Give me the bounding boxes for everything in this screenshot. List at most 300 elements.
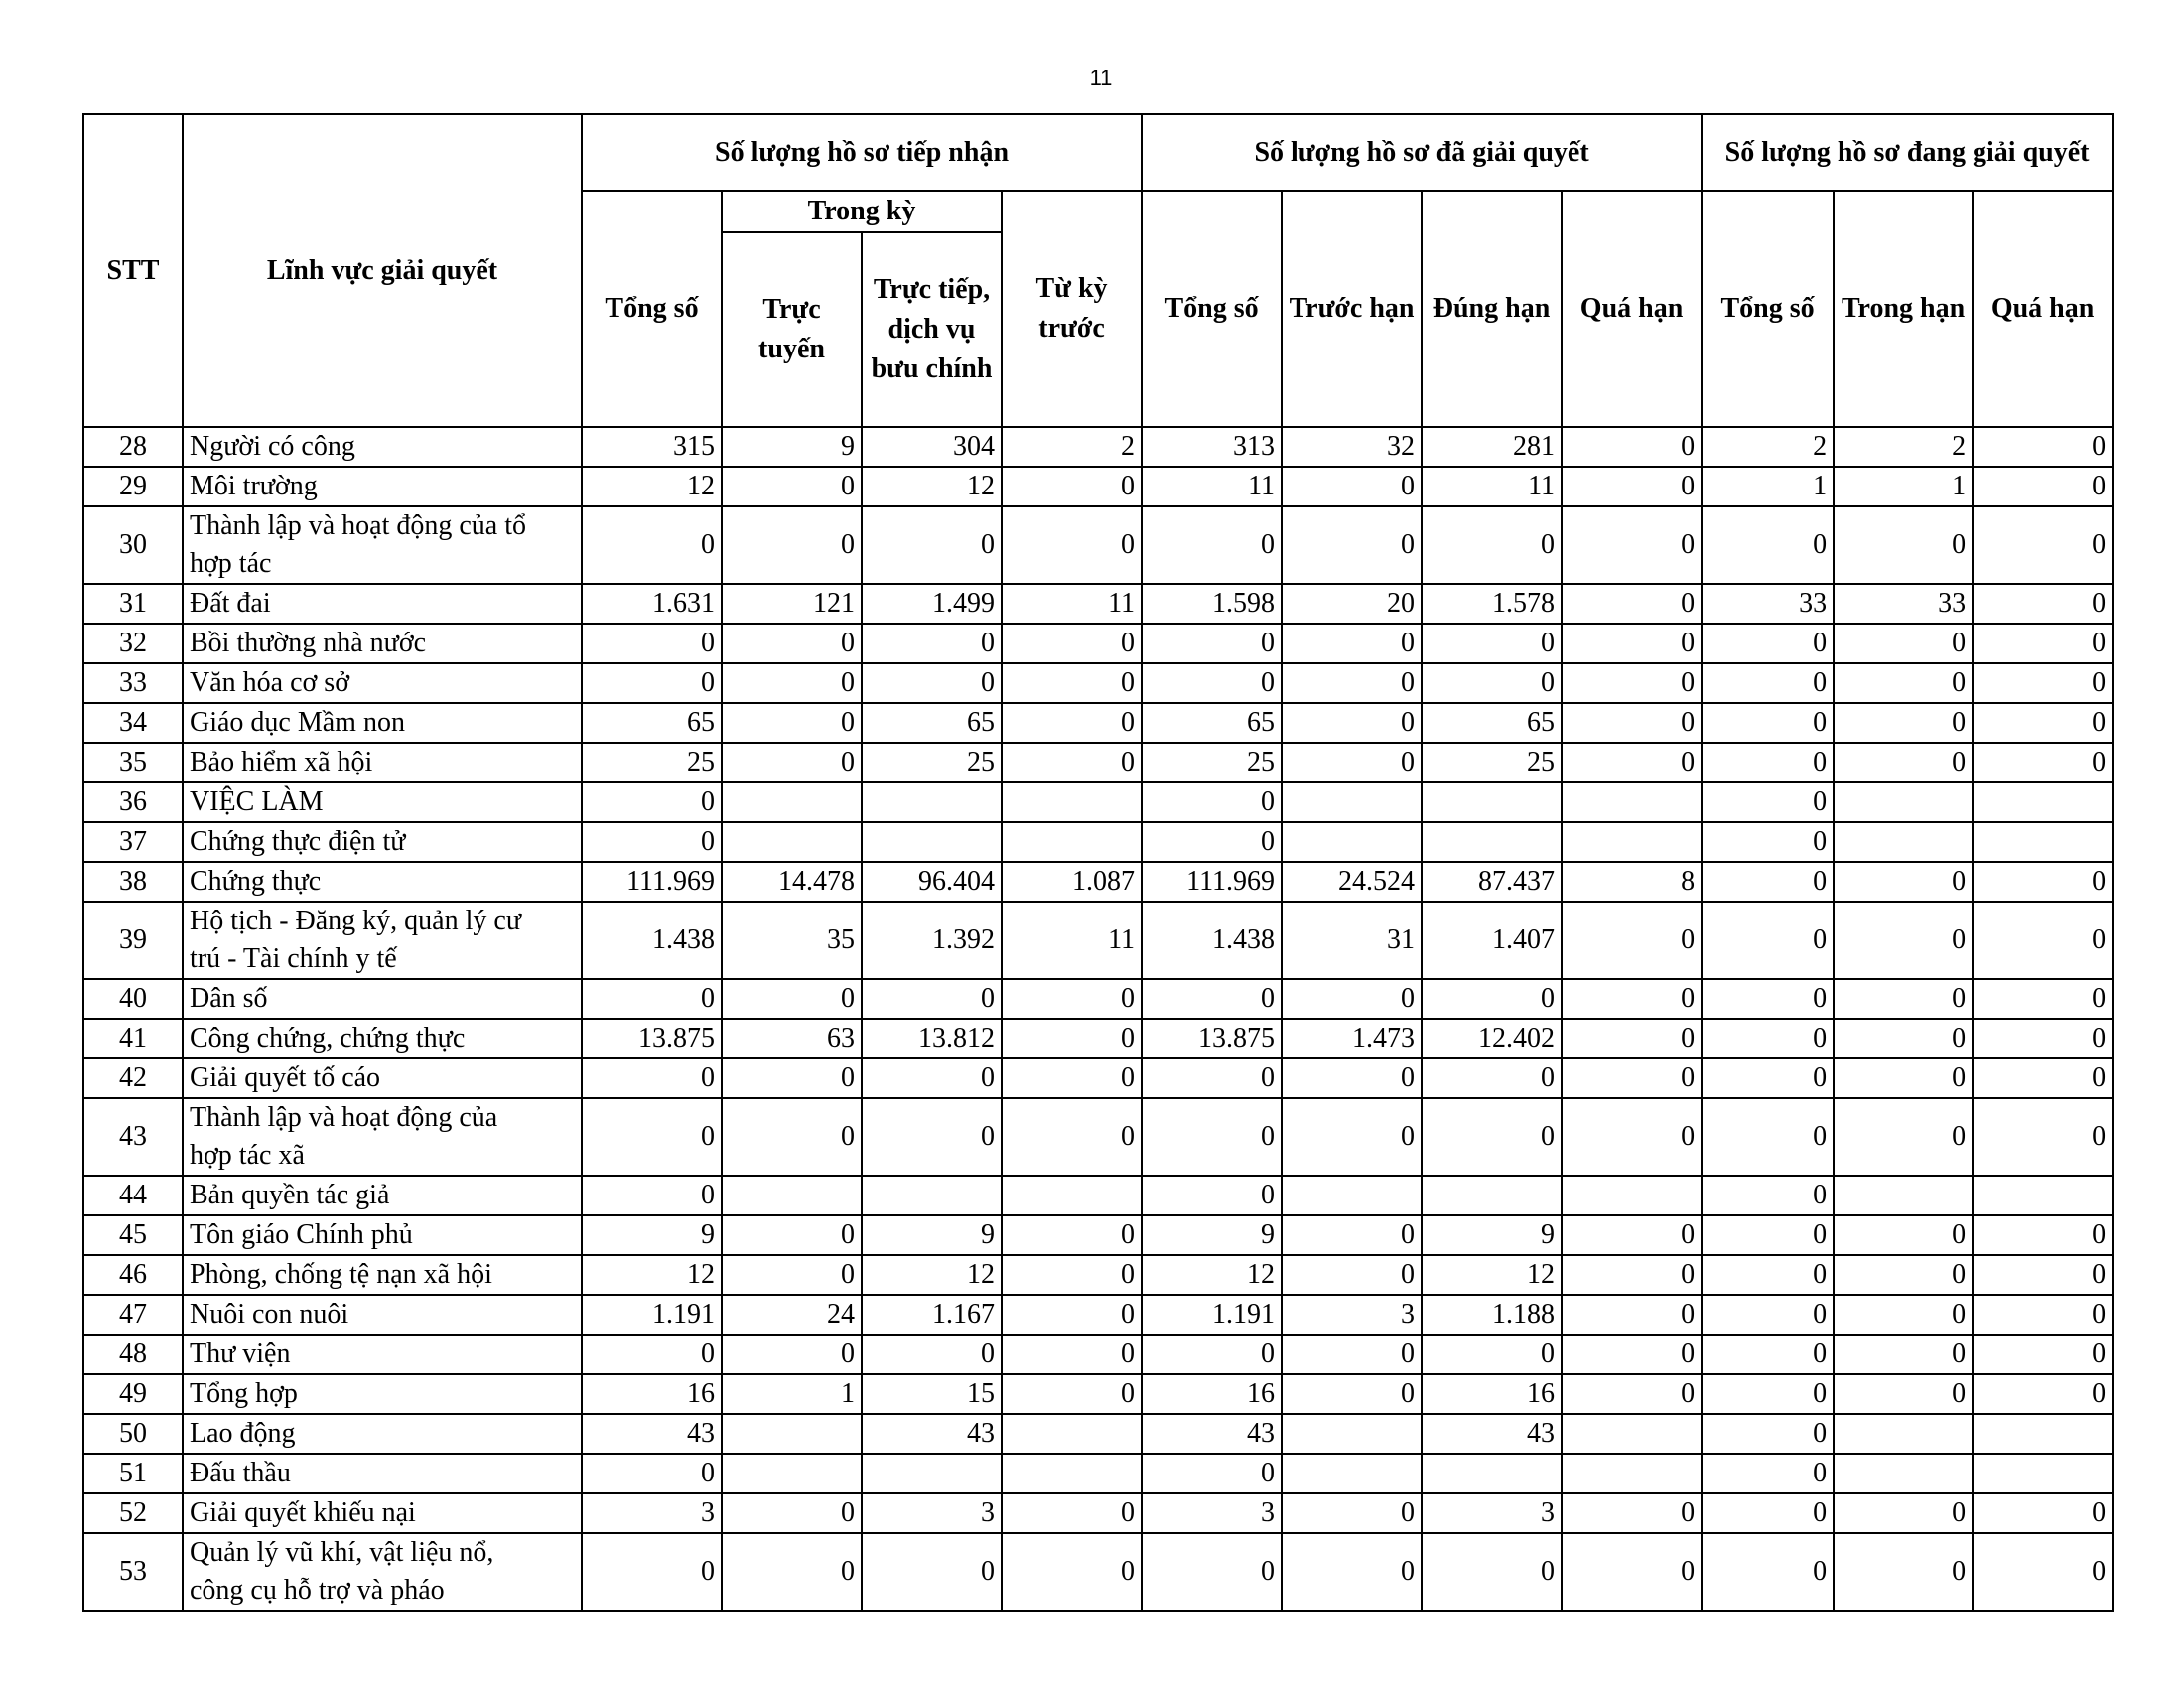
- row-value: 0: [1422, 1335, 1562, 1374]
- row-value: 1.087: [1002, 862, 1142, 902]
- row-value: 0: [1142, 506, 1282, 584]
- row-value: 11: [1002, 584, 1142, 624]
- header-previous-period: Từ kỳ trước: [1002, 191, 1142, 427]
- row-value: 0: [1282, 506, 1422, 584]
- table-row: [83, 1533, 2113, 1611]
- header-stt: STT: [83, 114, 183, 427]
- row-field-name: [183, 1098, 582, 1176]
- row-value: 43: [582, 1414, 722, 1454]
- row-value: 12: [1142, 1255, 1282, 1295]
- row-field-name: [183, 1414, 582, 1454]
- row-value: 24: [722, 1295, 862, 1335]
- page-number: 11: [1089, 66, 1113, 90]
- row-value: 32: [1282, 427, 1422, 467]
- row-value: 0: [1422, 1058, 1562, 1098]
- header-received: Số lượng hồ sơ tiếp nhận: [582, 114, 1142, 191]
- row-value: 1.578: [1422, 584, 1562, 624]
- row-value: 0: [582, 979, 722, 1019]
- row-value: 1.499: [862, 584, 1002, 624]
- row-value: 0: [862, 663, 1002, 703]
- row-value: 0: [582, 782, 722, 822]
- row-value: 0: [1834, 1098, 1973, 1176]
- row-value: 0: [722, 506, 862, 584]
- row-value: 0: [1834, 1019, 1973, 1058]
- row-value: 0: [1702, 506, 1834, 584]
- row-value: 0: [1002, 1215, 1142, 1255]
- row-value: 0: [1702, 663, 1834, 703]
- row-value: 0: [582, 506, 722, 584]
- row-value: 0: [1562, 427, 1702, 467]
- row-value: 0: [1002, 1493, 1142, 1533]
- header-resolved: Số lượng hồ sơ đã giải quyết: [1142, 114, 1702, 191]
- row-value: 0: [1002, 743, 1142, 782]
- row-value: 0: [1973, 703, 2113, 743]
- row-value: 1.598: [1142, 584, 1282, 624]
- row-value: 111.969: [1142, 862, 1282, 902]
- row-value: 0: [1562, 1058, 1702, 1098]
- row-value: 1.438: [1142, 902, 1282, 979]
- row-field-name-line: Người có công: [190, 431, 355, 462]
- row-value: 11: [1422, 467, 1562, 506]
- table-row: [83, 663, 2113, 703]
- row-field-name-line: Bồi thường nhà nước: [190, 628, 427, 658]
- row-value: 0: [1702, 1098, 1834, 1176]
- row-value: [1562, 1176, 1702, 1215]
- row-value: 304: [862, 427, 1002, 467]
- row-value: 0: [862, 624, 1002, 663]
- row-value: 0: [1702, 1414, 1834, 1454]
- row-value: 16: [582, 1374, 722, 1414]
- row-value: [862, 822, 1002, 862]
- row-value: 121: [722, 584, 862, 624]
- row-value: 12: [862, 1255, 1002, 1295]
- row-value: 0: [1002, 1374, 1142, 1414]
- row-stt: 39: [83, 902, 183, 979]
- row-value: 0: [1973, 1533, 2113, 1611]
- row-value: [1973, 1454, 2113, 1493]
- row-stt: 34: [83, 703, 183, 743]
- table-row: [83, 1414, 2113, 1454]
- row-value: [1973, 1176, 2113, 1215]
- row-value: 0: [1562, 1335, 1702, 1374]
- row-stt: 46: [83, 1255, 183, 1295]
- header-field: Lĩnh vực giải quyết: [183, 114, 582, 427]
- row-field-name: [183, 1058, 582, 1098]
- row-value: 0: [722, 624, 862, 663]
- row-value: [862, 1454, 1002, 1493]
- row-value: 1.631: [582, 584, 722, 624]
- row-value: 13.875: [1142, 1019, 1282, 1058]
- row-value: 0: [1973, 506, 2113, 584]
- row-field-name-line: Thành lập và hoạt động của tổ: [190, 510, 527, 541]
- header-direct-postal: Trực tiếp, dịch vụ bưu chính: [862, 232, 1002, 427]
- row-value: 0: [1702, 743, 1834, 782]
- row-value: 0: [722, 1335, 862, 1374]
- row-value: 0: [1142, 663, 1282, 703]
- row-value: 0: [582, 1176, 722, 1215]
- row-value: 65: [1422, 703, 1562, 743]
- row-value: 0: [1702, 902, 1834, 979]
- row-value: 0: [582, 663, 722, 703]
- row-value: 0: [1142, 1176, 1282, 1215]
- row-value: 0: [1562, 506, 1702, 584]
- row-field-name: [183, 1533, 582, 1611]
- row-field-name: [183, 979, 582, 1019]
- row-value: 1: [722, 1374, 862, 1414]
- row-stt: 40: [83, 979, 183, 1019]
- table-row: [83, 902, 2113, 979]
- row-field-name-line: Chứng thực: [190, 866, 322, 897]
- row-field-name-line: Giải quyết khiếu nại: [190, 1497, 416, 1528]
- row-value: 1.407: [1422, 902, 1562, 979]
- row-value: 0: [722, 1255, 862, 1295]
- row-value: [1834, 1176, 1973, 1215]
- row-value: 35: [722, 902, 862, 979]
- row-value: 0: [1834, 663, 1973, 703]
- row-value: 9: [1142, 1215, 1282, 1255]
- row-value: 0: [582, 1098, 722, 1176]
- row-stt: 47: [83, 1295, 183, 1335]
- row-value: 96.404: [862, 862, 1002, 902]
- row-value: 0: [1702, 822, 1834, 862]
- row-field-name-line: Giáo dục Mầm non: [190, 707, 405, 738]
- row-value: 65: [582, 703, 722, 743]
- row-value: 11: [1142, 467, 1282, 506]
- row-value: 13.875: [582, 1019, 722, 1058]
- row-value: 0: [722, 703, 862, 743]
- header-within-deadline: Trong hạn: [1834, 191, 1973, 427]
- row-value: [722, 1454, 862, 1493]
- row-value: 1.473: [1282, 1019, 1422, 1058]
- table-row: [83, 1374, 2113, 1414]
- row-value: 1: [1834, 467, 1973, 506]
- row-value: 0: [1002, 703, 1142, 743]
- row-value: 0: [1282, 1493, 1422, 1533]
- table-row: [83, 822, 2113, 862]
- row-value: 0: [862, 1058, 1002, 1098]
- row-value: 0: [1702, 1533, 1834, 1611]
- row-value: 20: [1282, 584, 1422, 624]
- row-value: 43: [862, 1414, 1002, 1454]
- row-value: 1.438: [582, 902, 722, 979]
- table-row: [83, 743, 2113, 782]
- row-value: 0: [1422, 663, 1562, 703]
- row-value: 0: [1702, 1019, 1834, 1058]
- row-value: [1422, 1454, 1562, 1493]
- table-row: [83, 1335, 2113, 1374]
- row-value: 0: [1562, 663, 1702, 703]
- row-value: 0: [1282, 1533, 1422, 1611]
- table-row: [83, 506, 2113, 584]
- row-value: 25: [862, 743, 1002, 782]
- row-field-name-line: Dân số: [190, 983, 268, 1014]
- header-pending: Số lượng hồ sơ đang giải quyết: [1702, 114, 2113, 191]
- row-value: [1282, 1176, 1422, 1215]
- row-field-name-line: Bản quyền tác giả: [190, 1180, 390, 1210]
- row-value: 12: [862, 467, 1002, 506]
- row-field-name-line: Thành lập và hoạt động của: [190, 1102, 498, 1133]
- row-value: 0: [1562, 624, 1702, 663]
- row-field-name: [183, 663, 582, 703]
- row-value: [1973, 822, 2113, 862]
- row-value: [1422, 1176, 1562, 1215]
- row-stt: 48: [83, 1335, 183, 1374]
- row-stt: 37: [83, 822, 183, 862]
- row-value: 0: [1562, 467, 1702, 506]
- table-row: [83, 1493, 2113, 1533]
- row-value: 9: [582, 1215, 722, 1255]
- row-value: 0: [1282, 1374, 1422, 1414]
- row-value: 0: [1562, 1215, 1702, 1255]
- row-value: 0: [1702, 1058, 1834, 1098]
- row-value: 0: [1702, 1335, 1834, 1374]
- table-row: [83, 1215, 2113, 1255]
- row-value: 0: [1834, 506, 1973, 584]
- row-value: 0: [1142, 1454, 1282, 1493]
- header-in-period: Trong kỳ: [722, 191, 1002, 232]
- row-stt: 50: [83, 1414, 183, 1454]
- row-value: 0: [1973, 1019, 2113, 1058]
- row-value: 65: [1142, 703, 1282, 743]
- row-stt: 35: [83, 743, 183, 782]
- row-value: 87.437: [1422, 862, 1562, 902]
- row-value: 0: [1702, 1176, 1834, 1215]
- row-value: 0: [1142, 782, 1282, 822]
- row-value: 0: [862, 506, 1002, 584]
- row-value: [1002, 1176, 1142, 1215]
- row-value: 0: [1282, 1255, 1422, 1295]
- row-value: 0: [1973, 427, 2113, 467]
- row-value: [1562, 1414, 1702, 1454]
- row-stt: 36: [83, 782, 183, 822]
- row-value: 3: [862, 1493, 1002, 1533]
- row-value: [1422, 782, 1562, 822]
- row-value: [1562, 822, 1702, 862]
- header-before-deadline: Trước hạn: [1282, 191, 1422, 427]
- row-value: 33: [1702, 584, 1834, 624]
- row-field-name: [183, 1335, 582, 1374]
- row-stt: 32: [83, 624, 183, 663]
- row-value: 0: [722, 1215, 862, 1255]
- row-value: 0: [1973, 1255, 2113, 1295]
- row-value: 3: [582, 1493, 722, 1533]
- row-value: 0: [1973, 979, 2113, 1019]
- table-row: [83, 1098, 2113, 1176]
- row-value: 1.191: [582, 1295, 722, 1335]
- row-value: 0: [1562, 703, 1702, 743]
- row-field-name-line: công cụ hỗ trợ và pháo: [190, 1575, 445, 1606]
- row-value: 0: [1973, 584, 2113, 624]
- row-value: 0: [1973, 1374, 2113, 1414]
- row-field-name-line: Tổng hợp: [190, 1378, 298, 1409]
- row-value: 25: [582, 743, 722, 782]
- row-value: 0: [1142, 1533, 1282, 1611]
- statistics-table: [82, 113, 2114, 1612]
- row-value: 3: [1422, 1493, 1562, 1533]
- row-value: 0: [1834, 743, 1973, 782]
- row-value: 0: [1282, 743, 1422, 782]
- row-value: 1: [1702, 467, 1834, 506]
- row-field-name: [183, 902, 582, 979]
- table-header: [83, 114, 2113, 427]
- header-resolved-total: Tổng số: [1142, 191, 1282, 427]
- row-value: 0: [1973, 1335, 2113, 1374]
- row-value: 0: [1702, 1454, 1834, 1493]
- row-value: 0: [582, 1335, 722, 1374]
- row-field-name: [183, 862, 582, 902]
- row-value: 0: [1002, 624, 1142, 663]
- row-value: [722, 1176, 862, 1215]
- row-value: [1834, 782, 1973, 822]
- row-stt: 44: [83, 1176, 183, 1215]
- header-resolved-overdue: Quá hạn: [1562, 191, 1702, 427]
- row-value: 0: [1422, 1098, 1562, 1176]
- row-stt: 38: [83, 862, 183, 902]
- row-value: 0: [1562, 979, 1702, 1019]
- row-value: 0: [1422, 1533, 1562, 1611]
- row-value: [1834, 822, 1973, 862]
- row-field-name-line: Giải quyết tố cáo: [190, 1062, 381, 1093]
- row-value: [862, 1176, 1002, 1215]
- row-value: 0: [1834, 703, 1973, 743]
- row-field-name: [183, 1374, 582, 1414]
- row-value: 0: [1562, 743, 1702, 782]
- row-value: 0: [1562, 902, 1702, 979]
- row-value: 0: [582, 1533, 722, 1611]
- row-value: 1.191: [1142, 1295, 1282, 1335]
- row-value: 2: [1002, 427, 1142, 467]
- row-value: 0: [1834, 1058, 1973, 1098]
- row-value: [1973, 782, 2113, 822]
- row-value: 0: [1142, 822, 1282, 862]
- row-value: 0: [1562, 1374, 1702, 1414]
- row-value: 0: [1834, 902, 1973, 979]
- row-value: 25: [1142, 743, 1282, 782]
- table-body: [83, 427, 2113, 1611]
- row-value: 0: [1973, 902, 2113, 979]
- row-field-name-line: Bảo hiểm xã hội: [190, 747, 373, 777]
- row-value: 0: [1282, 467, 1422, 506]
- row-field-name: [183, 624, 582, 663]
- row-value: 0: [722, 743, 862, 782]
- row-field-name: [183, 1176, 582, 1215]
- row-value: 1.392: [862, 902, 1002, 979]
- row-field-name: [183, 1295, 582, 1335]
- row-value: 0: [1282, 1335, 1422, 1374]
- row-value: 0: [1973, 862, 2113, 902]
- row-value: 0: [1562, 1295, 1702, 1335]
- row-value: 0: [862, 979, 1002, 1019]
- table-row: [83, 427, 2113, 467]
- row-stt: 33: [83, 663, 183, 703]
- row-value: [1002, 1454, 1142, 1493]
- row-value: 9: [722, 427, 862, 467]
- row-stt: 43: [83, 1098, 183, 1176]
- row-field-name: [183, 1493, 582, 1533]
- header-online: Trực tuyến: [722, 232, 862, 427]
- row-value: 0: [1002, 979, 1142, 1019]
- table-row: [83, 1019, 2113, 1058]
- row-value: [1002, 782, 1142, 822]
- row-value: 0: [1834, 1255, 1973, 1295]
- row-field-name: [183, 822, 582, 862]
- row-value: 0: [1834, 862, 1973, 902]
- row-value: 0: [1834, 1215, 1973, 1255]
- table-row: [83, 1255, 2113, 1295]
- row-value: [1562, 782, 1702, 822]
- row-value: 0: [1142, 1098, 1282, 1176]
- row-value: 0: [722, 979, 862, 1019]
- row-value: 0: [1973, 1215, 2113, 1255]
- row-value: 0: [722, 1098, 862, 1176]
- row-value: 11: [1002, 902, 1142, 979]
- row-value: 0: [1002, 663, 1142, 703]
- row-value: 0: [1422, 624, 1562, 663]
- row-value: 25: [1422, 743, 1562, 782]
- row-value: 65: [862, 703, 1002, 743]
- table-row: [83, 1058, 2113, 1098]
- row-value: 0: [1562, 1255, 1702, 1295]
- row-value: 0: [1562, 1019, 1702, 1058]
- row-stt: 49: [83, 1374, 183, 1414]
- row-value: 0: [1422, 506, 1562, 584]
- row-value: 0: [1282, 979, 1422, 1019]
- row-value: [862, 782, 1002, 822]
- table-row: [83, 979, 2113, 1019]
- row-value: 16: [1142, 1374, 1282, 1414]
- row-field-name: [183, 427, 582, 467]
- row-value: 0: [1973, 1098, 2113, 1176]
- row-value: 0: [1562, 584, 1702, 624]
- row-field-name-line: Hộ tịch - Đăng ký, quản lý cư: [190, 906, 521, 936]
- row-field-name: [183, 1454, 582, 1493]
- row-value: 0: [722, 1493, 862, 1533]
- row-value: 0: [1973, 624, 2113, 663]
- row-field-name: [183, 1215, 582, 1255]
- row-value: [722, 782, 862, 822]
- row-value: 0: [862, 1335, 1002, 1374]
- row-value: [1834, 1454, 1973, 1493]
- row-value: 2: [1702, 427, 1834, 467]
- row-stt: 41: [83, 1019, 183, 1058]
- row-field-name-line: Đất đai: [190, 588, 271, 619]
- row-value: [722, 822, 862, 862]
- row-value: 0: [1002, 1335, 1142, 1374]
- row-value: 0: [582, 1454, 722, 1493]
- row-stt: 53: [83, 1533, 183, 1611]
- row-field-name-line: trú - Tài chính y tế: [190, 943, 397, 974]
- table-row: [83, 624, 2113, 663]
- row-value: 0: [1702, 1295, 1834, 1335]
- row-stt: 42: [83, 1058, 183, 1098]
- row-stt: 31: [83, 584, 183, 624]
- row-value: 281: [1422, 427, 1562, 467]
- row-value: 0: [582, 624, 722, 663]
- row-value: [722, 1414, 862, 1454]
- row-value: 31: [1282, 902, 1422, 979]
- row-value: 43: [1142, 1414, 1282, 1454]
- row-value: 9: [1422, 1215, 1562, 1255]
- row-value: 0: [862, 1098, 1002, 1176]
- row-value: [1282, 1414, 1422, 1454]
- header-pending-overdue: Quá hạn: [1973, 191, 2113, 427]
- row-value: 0: [1834, 1295, 1973, 1335]
- row-value: 0: [1002, 467, 1142, 506]
- row-value: 0: [1702, 862, 1834, 902]
- row-value: 0: [1422, 979, 1562, 1019]
- row-value: 0: [862, 1533, 1002, 1611]
- row-field-name: [183, 782, 582, 822]
